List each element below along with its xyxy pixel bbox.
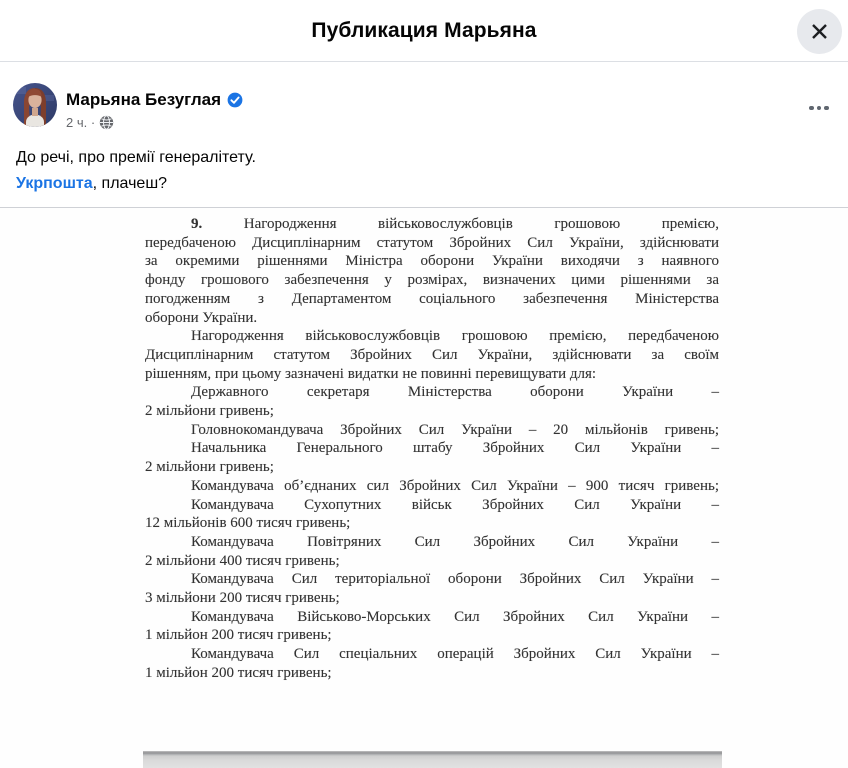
post-text [16,145,832,197]
document-line: 1 мільйон 200 тисяч гривень; [145,664,332,681]
close-button[interactable] [797,9,842,54]
verified-badge-icon [227,92,243,108]
document-line: Нагородження військовослужбовців грошовою премією, передбаченою [191,328,719,345]
post-meta [66,113,114,131]
document-line: 1 мільйон 200 тисяч гривень; [145,627,332,644]
document-line: Командувача Сухопутних військ Збройних Сил України – [191,496,719,513]
page-mention-link[interactable]: Укрпошта [16,175,93,192]
attached-document-image[interactable] [0,207,848,768]
document-line: Командувача Сил територіальної оборони Збройних Сил України – [191,571,719,588]
document-line: оборони України. [145,309,258,326]
document-line: Головнокомандувача Збройних Сил України – 20 мільйонів гривень; [191,421,719,438]
document-lines [145,215,719,683]
author-name[interactable]: Марьяна Безуглая [66,90,222,109]
author-line [66,89,243,111]
document-line: 9. Нагородження військовослужбовців грошовою премією, [191,216,719,232]
document-line: 2 мільйони гривень; [145,459,274,476]
document-line: 2 мільйони 400 тисяч гривень; [145,552,340,569]
post-text-line2-rest: , плачеш? [92,175,168,192]
more-options-icon [809,106,829,111]
document-line: 2 мільйони гривень; [145,403,274,420]
document-line: Командувача Повітряних Сил Збройних Сил України – [191,533,719,550]
document-line: 12 мільйонів 600 тисяч гривень; [145,515,351,532]
document-line: Державного секретаря Міністерства оборони України – [191,384,719,401]
post-text-line2 [16,171,832,197]
post-text-line1: До речі, про премії генералітету. [16,149,256,166]
document-scan-edge [143,751,722,768]
document-line: Командувача Військово-Морських Сил Збройних Сил України – [191,608,719,625]
avatar[interactable] [13,83,57,127]
close-icon [810,22,829,41]
globe-icon [99,115,114,130]
document-line: Командувача Сил спеціальних операцій Збройних Сил України – [191,646,719,663]
document-line: Командувача об’єднаних сил Збройних Сил України – 900 тисяч гривень; [191,477,719,494]
dialog-header [0,0,848,62]
dialog-title: Публикация Марьяна [311,19,537,42]
document-line: рішенням, при цьому зазначені видатки не повинні перевищувати для: [145,365,597,382]
timestamp[interactable]: 2 ч. · [66,114,96,130]
document-line: за окремими рішеннями Міністра оборони України виходячи з наявного [145,253,719,270]
document-line: Начальника Генерального штабу Збройних Сил України – [191,440,719,457]
document-line: Дисциплінарним статутом Збройних Сил України, здійснювати за своїм [145,346,719,363]
document-line: передбаченою Дисциплінарним статутом Збройних Сил України, здійснювати [145,234,719,251]
more-options-button[interactable] [802,93,836,123]
document-line: фонду грошового забезпечення у розмірах, визначених цими рішеннями за [145,272,719,289]
document-line: погодженням з Департаментом соціального забезпечення Міністерства [145,290,719,307]
document-line: 3 мільйони 200 тисяч гривень; [145,590,340,607]
